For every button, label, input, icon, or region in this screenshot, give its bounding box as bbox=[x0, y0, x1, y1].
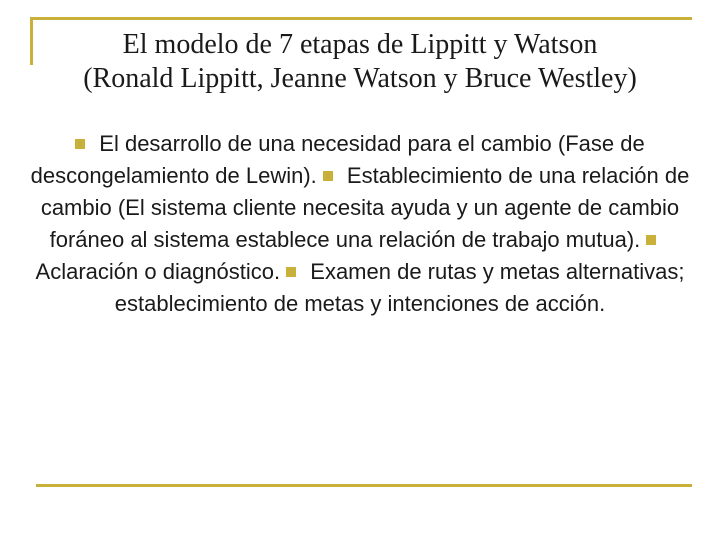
title-line-1: El modelo de 7 etapas de Lippitt y Watson bbox=[122, 29, 598, 60]
slide-title bbox=[40, 28, 680, 96]
top-rule bbox=[30, 17, 692, 20]
bullet-list bbox=[22, 128, 698, 320]
left-rule bbox=[30, 17, 33, 65]
bullet-item-4: Examen de rutas y metas alternativas; establecimiento de metas y intenciones de acción. bbox=[114, 259, 685, 316]
bullet-item-1: El desarrollo de una necesidad para el cambio (Fase de descongelamiento de Lewin). bbox=[30, 131, 645, 188]
bullet-item-2: Establecimiento de una relación de cambio (El sistema cliente necesita ayuda y un agente de cambio foráneo al sistema establece una relación de trabajo mutua). bbox=[40, 163, 690, 252]
bullet-item-3: Aclaración o diagnóstico. bbox=[35, 259, 281, 284]
square-bullet-icon bbox=[646, 235, 656, 245]
bottom-rule bbox=[36, 484, 692, 487]
square-bullet-icon bbox=[75, 139, 85, 149]
square-bullet-icon bbox=[323, 171, 333, 181]
square-bullet-icon bbox=[286, 267, 296, 277]
title-line-2: (Ronald Lippitt, Jeanne Watson y Bruce Westley) bbox=[83, 63, 637, 94]
